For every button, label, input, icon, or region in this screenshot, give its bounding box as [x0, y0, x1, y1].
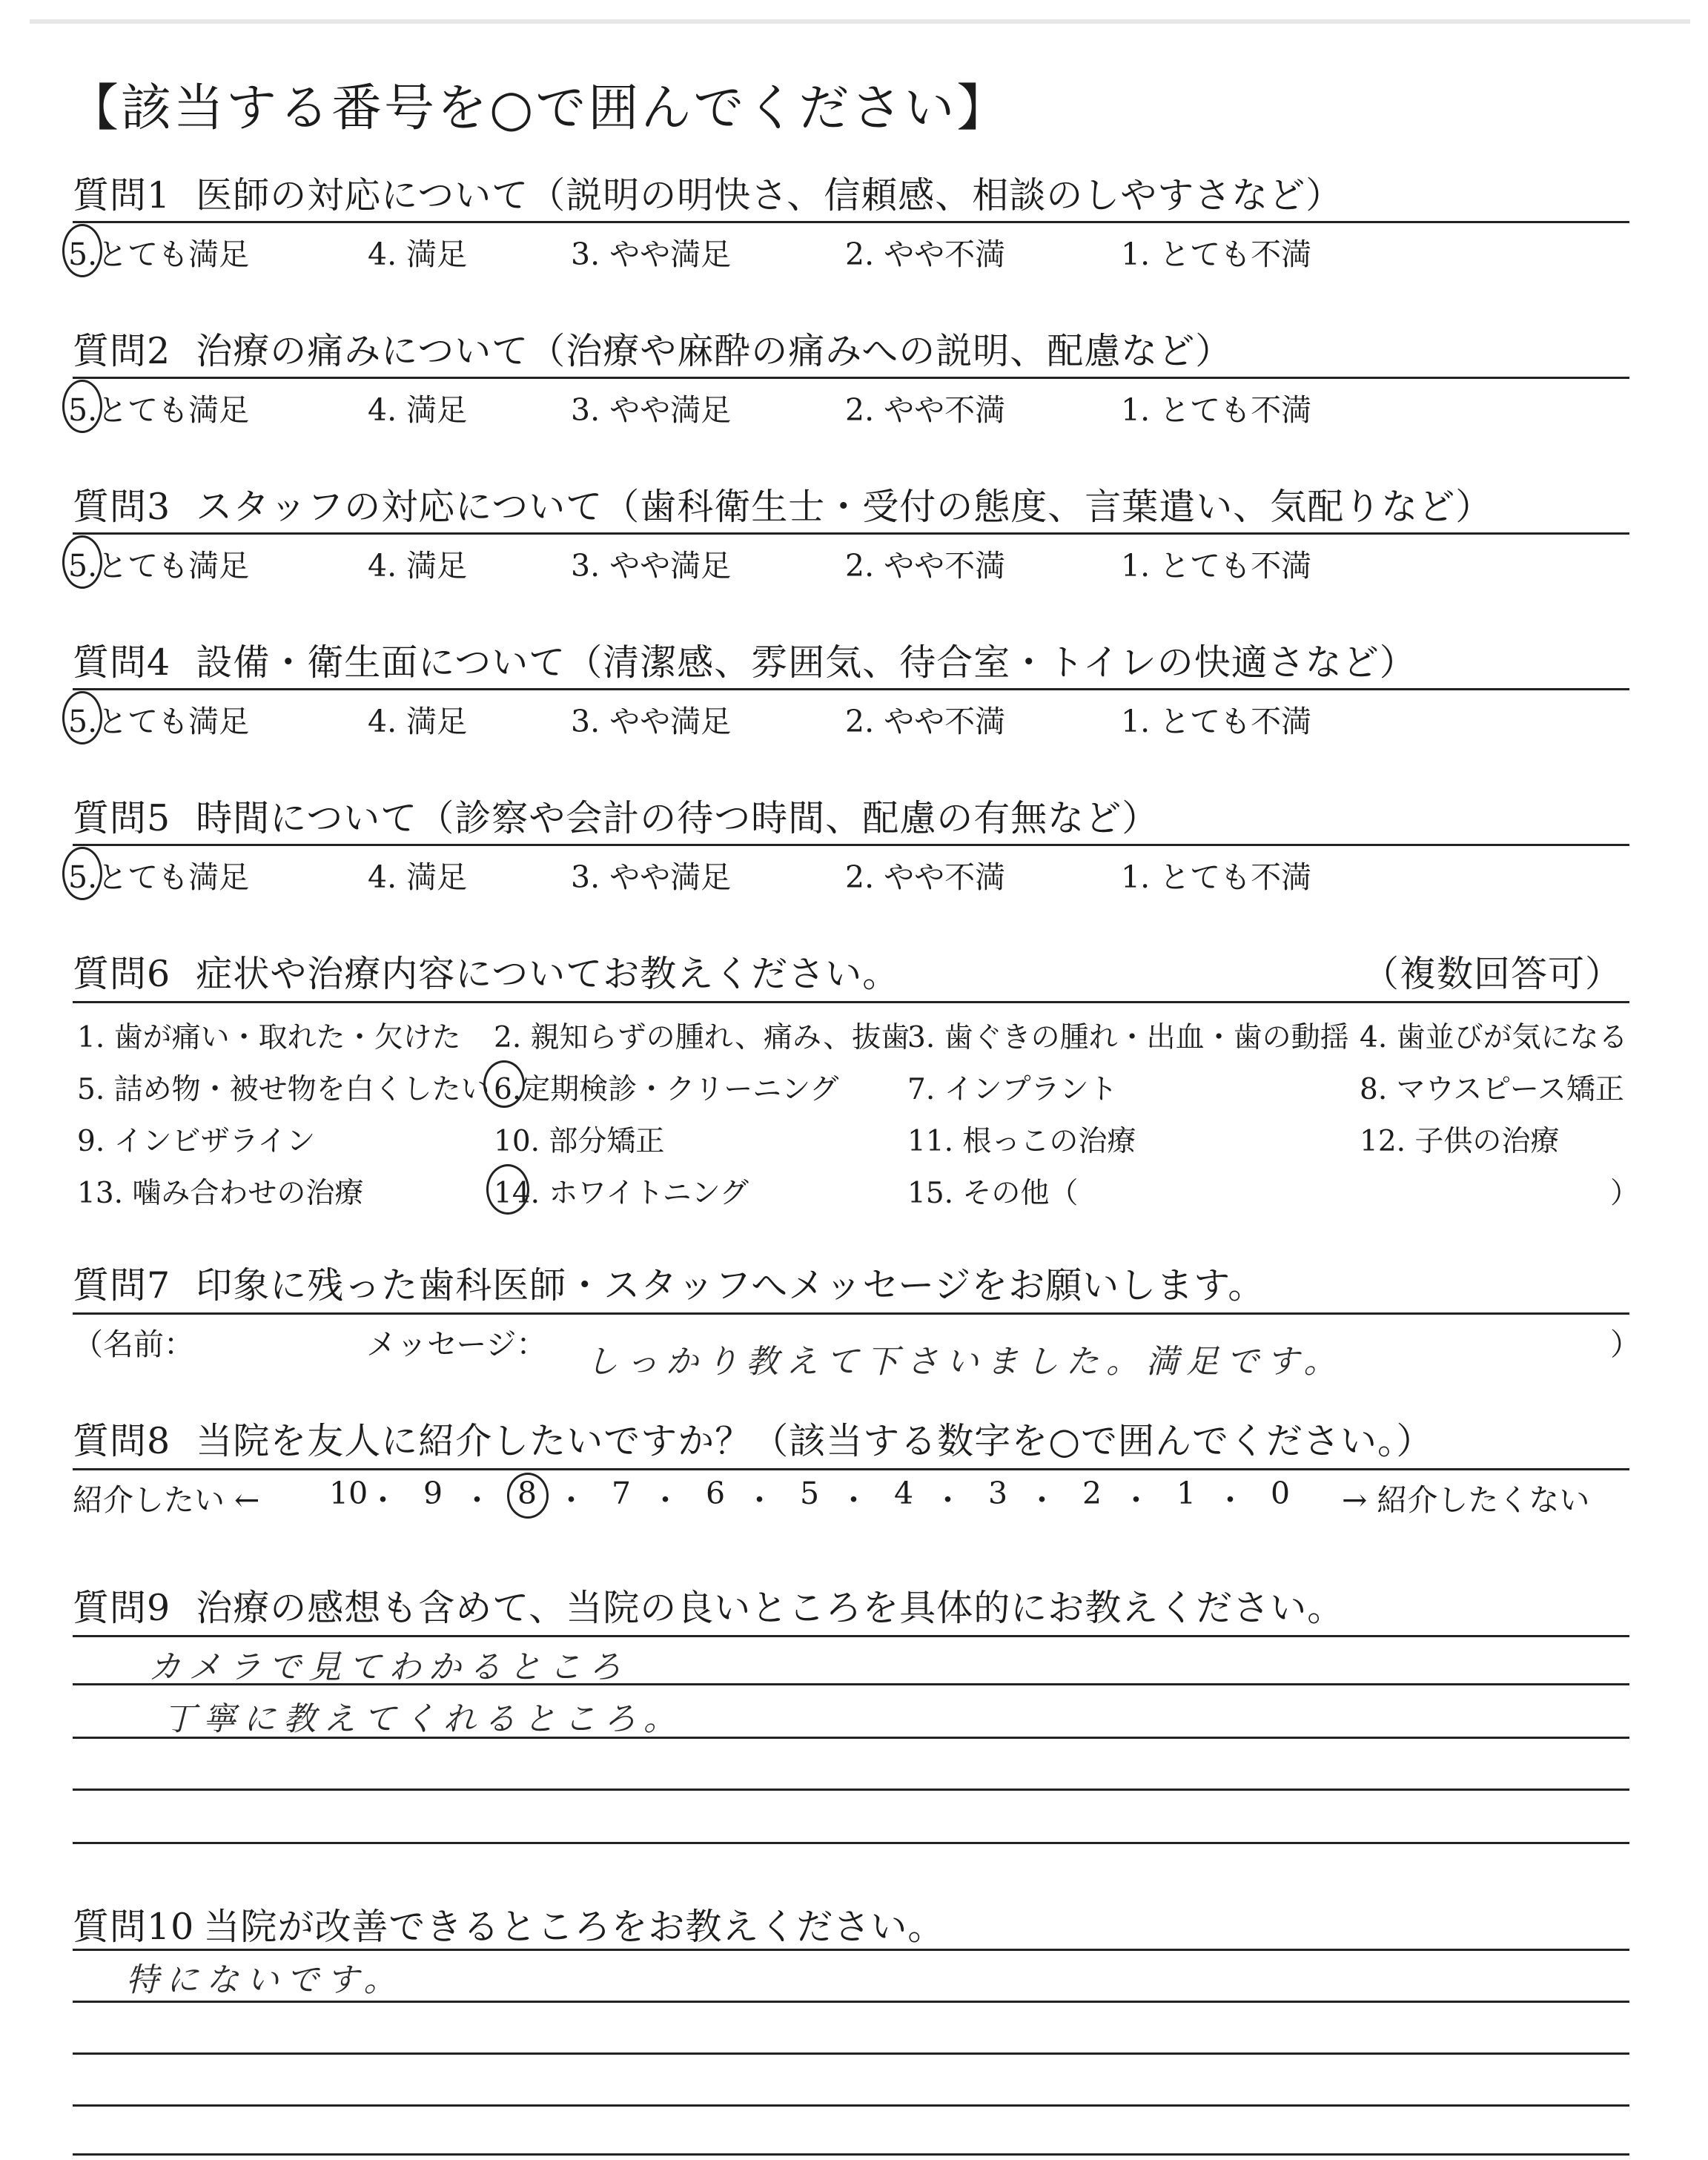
question-number: 質問5	[73, 797, 171, 839]
scale-separator: ・	[462, 1482, 492, 1518]
symptom-option[interactable]: 4. 歯並びが気になる	[1360, 1021, 1628, 1054]
name-label: （名前：	[73, 1327, 194, 1362]
symptom-option[interactable]: 8. マウスピース矯正	[1360, 1073, 1624, 1106]
scale-separator: ・	[933, 1482, 963, 1518]
question-text: 時間について（診察や会計の待つ時間、配慮の有無など）	[196, 797, 1159, 839]
question-number: 質問1	[73, 174, 171, 217]
writing-line	[73, 1842, 1629, 1844]
message-label: メッセージ：	[366, 1327, 547, 1362]
writing-line	[73, 1635, 1629, 1637]
rating-option[interactable]: 1. とても不満	[1121, 859, 1312, 895]
question-text: 当院を友人に紹介したいですか？（該当する数字を○で囲んでください。）	[196, 1420, 1434, 1462]
question-rule	[73, 1001, 1629, 1003]
question-2-heading	[73, 323, 1232, 374]
question-8-heading	[73, 1413, 1433, 1464]
writing-line	[73, 2052, 1629, 2055]
question-text: 設備・衛生面について（清潔感、雰囲気、待合室・トイレの快適さなど）	[196, 641, 1417, 684]
scale-number[interactable]: 7	[612, 1476, 632, 1511]
rating-option[interactable]: 4. 満足	[368, 548, 468, 584]
question-text: 治療の感想も含めて、当院の良いところを具体的にお教えください。	[196, 1587, 1345, 1629]
symptom-option[interactable]: 12. 子供の治療	[1360, 1125, 1560, 1158]
question-9-heading	[73, 1579, 1344, 1631]
rating-option[interactable]: 2. やや不満	[845, 859, 1006, 895]
question-rule	[73, 221, 1629, 223]
rating-option[interactable]: 5.とても満足	[68, 704, 250, 739]
question-number: 質問8	[73, 1420, 171, 1462]
question-text: 治療の痛みについて（治療や麻酔の痛みへの説明、配慮など）	[196, 330, 1233, 372]
question-rule	[73, 1312, 1629, 1315]
page-title: 【該当する番号を○で囲んでください】	[68, 79, 1010, 138]
question-3-heading	[73, 478, 1492, 530]
symptom-option[interactable]: 14. ホワイトニング	[494, 1177, 749, 1210]
question-10-heading	[73, 1898, 944, 1950]
question-number: 質問6	[73, 953, 171, 995]
rating-option[interactable]: 1. とても不満	[1121, 548, 1312, 584]
rating-option[interactable]: 5.とても満足	[68, 392, 250, 428]
handwritten-circle-mark	[62, 847, 102, 900]
scale-number[interactable]: 0	[1271, 1476, 1291, 1511]
other-close-paren: ）	[1610, 1177, 1640, 1210]
scale-separator: ・	[1121, 1482, 1151, 1518]
question-rule	[73, 532, 1629, 535]
scale-separator: ・	[1215, 1482, 1245, 1518]
scale-number[interactable]: 1	[1176, 1476, 1196, 1511]
question-text: 当院が改善できるところをお教えください。	[203, 1906, 945, 1948]
symptom-option[interactable]: 7. インプラント	[907, 1073, 1118, 1106]
question-rule	[73, 844, 1629, 846]
rating-option[interactable]: 1. とても不満	[1121, 392, 1312, 428]
question-rule	[73, 1468, 1629, 1470]
symptom-option[interactable]: 13. 噛み合わせの治療	[77, 1177, 364, 1210]
symptom-option[interactable]: 6.定期検診・クリーニング	[494, 1073, 839, 1106]
rating-option[interactable]: 4. 満足	[368, 237, 468, 272]
question-text: 症状や治療内容についてお教えください。	[196, 953, 900, 995]
scale-number[interactable]: 2	[1082, 1476, 1102, 1511]
rating-option[interactable]: 1. とても不満	[1121, 237, 1312, 272]
scan-top-edge	[30, 19, 1690, 24]
scale-number[interactable]: 3	[988, 1476, 1008, 1511]
symptom-option[interactable]: 11. 根っこの治療	[907, 1125, 1136, 1158]
writing-line	[73, 1949, 1629, 1951]
writing-line	[73, 2104, 1629, 2107]
scale-separator: ・	[650, 1482, 681, 1518]
handwritten-answer[interactable]: カメラで見てわかるところ	[148, 1648, 629, 1686]
question-4-heading	[73, 634, 1417, 686]
recommend-left-label: 紹介したい ←	[73, 1482, 260, 1518]
rating-option[interactable]: 5.とても満足	[68, 859, 250, 895]
rating-option[interactable]: 4. 満足	[368, 859, 468, 895]
scale-separator: ・	[1027, 1482, 1057, 1518]
scale-separator: ・	[744, 1482, 775, 1518]
scale-number[interactable]: 5	[800, 1476, 820, 1511]
question-number: 質問9	[73, 1587, 171, 1629]
question-text: 医師の対応について（説明の明快さ、信頼感、相談のしやすさなど）	[196, 174, 1343, 217]
symptom-option[interactable]: 5. 詰め物・被せ物を白くしたい	[77, 1073, 490, 1106]
rating-option[interactable]: 3. やや満足	[571, 548, 732, 584]
recommend-right-label: → 紹介したくない	[1342, 1482, 1590, 1518]
rating-option[interactable]: 5.とても満足	[68, 237, 250, 272]
scale-separator: ・	[838, 1482, 869, 1518]
rating-option[interactable]: 2. やや不満	[845, 237, 1006, 272]
handwritten-circle-mark	[507, 1473, 549, 1519]
writing-line	[73, 2153, 1629, 2156]
multiple-answer-note: （複数回答可）	[1363, 953, 1623, 995]
scale-separator: ・	[368, 1482, 398, 1518]
rating-option[interactable]: 3. やや満足	[571, 704, 732, 739]
handwritten-circle-mark	[486, 1164, 529, 1215]
question-number: 質問4	[73, 641, 171, 684]
rating-option[interactable]: 5.とても満足	[68, 548, 250, 584]
handwritten-circle-mark	[483, 1060, 525, 1108]
rating-option[interactable]: 2. やや不満	[845, 548, 1006, 584]
rating-option[interactable]: 3. やや満足	[571, 859, 732, 895]
rating-option[interactable]: 1. とても不満	[1121, 704, 1312, 739]
rating-option[interactable]: 3. やや満足	[571, 392, 732, 428]
handwritten-message[interactable]: しっかり教えて下さいました。満足です。	[586, 1343, 1344, 1381]
symptom-option[interactable]: 15. その他（	[907, 1177, 1079, 1210]
question-number: 質問2	[73, 330, 171, 372]
question-text: 印象に残った歯科医師・スタッフへメッセージをお願いします。	[196, 1264, 1265, 1307]
question-rule	[73, 688, 1629, 690]
question-rule	[73, 377, 1629, 379]
handwritten-circle-mark	[62, 691, 102, 744]
scale-number[interactable]: 4	[894, 1476, 914, 1511]
rating-option[interactable]: 3. やや満足	[571, 237, 732, 272]
symptom-option[interactable]: 10. 部分矯正	[494, 1125, 665, 1158]
question-number: 質問7	[73, 1264, 171, 1307]
scale-number[interactable]: 10	[329, 1476, 368, 1511]
symptom-option[interactable]: 3. 歯ぐきの腫れ・出血・歯の動揺	[907, 1021, 1349, 1054]
handwritten-answer[interactable]: 丁寧に教えてくれるところ。	[163, 1700, 683, 1738]
handwritten-circle-mark	[62, 224, 102, 277]
symptom-option[interactable]: 1. 歯が痛い・取れた・欠けた	[77, 1021, 461, 1054]
scale-separator: ・	[556, 1482, 586, 1518]
rating-option[interactable]: 4. 満足	[368, 704, 468, 739]
writing-line	[73, 2001, 1629, 2003]
symptom-option[interactable]: 9. インビザライン	[77, 1125, 316, 1158]
writing-line	[73, 1789, 1629, 1791]
writing-line	[73, 1683, 1629, 1685]
question-5-heading	[73, 790, 1159, 842]
writing-line	[73, 1737, 1629, 1739]
rating-option[interactable]: 2. やや不満	[845, 704, 1006, 739]
rating-option[interactable]: 4. 満足	[368, 392, 468, 428]
question-1-heading	[73, 167, 1343, 219]
question-number: 質問10	[73, 1906, 195, 1948]
handwritten-answer[interactable]: 特にないです。	[126, 1961, 404, 1999]
scale-number[interactable]: 8	[517, 1476, 537, 1511]
rating-option[interactable]: 2. やや不満	[845, 392, 1006, 428]
question-6-heading	[73, 945, 899, 997]
question-7-heading	[73, 1257, 1265, 1309]
question-number: 質問3	[73, 486, 171, 528]
handwritten-circle-mark	[62, 380, 102, 433]
scale-number[interactable]: 9	[423, 1476, 443, 1511]
symptom-option[interactable]: 2. 親知らずの腫れ、痛み、抜歯	[494, 1021, 910, 1054]
question-text: スタッフの対応について（歯科衛生士・受付の態度、言葉遣い、気配りなど）	[196, 486, 1493, 528]
handwritten-circle-mark	[62, 535, 102, 589]
message-close-paren: ）	[1610, 1327, 1641, 1362]
scale-number[interactable]: 6	[706, 1476, 726, 1511]
